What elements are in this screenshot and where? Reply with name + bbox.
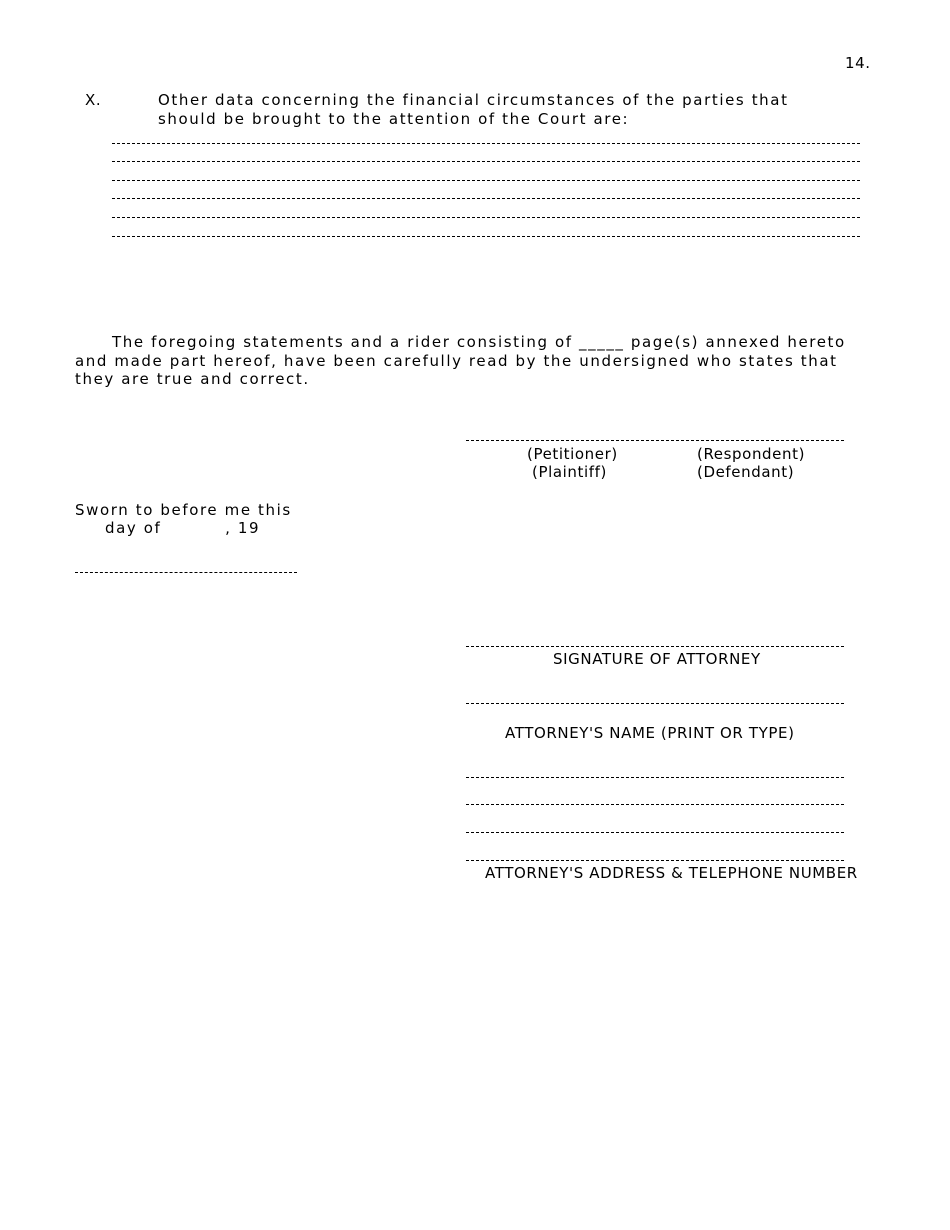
address-line[interactable]: [466, 832, 844, 833]
fill-line[interactable]: [112, 217, 860, 218]
fill-line[interactable]: [112, 143, 860, 144]
section-text-line-2: should be brought to the attention of the Court are:: [158, 110, 630, 128]
address-line[interactable]: [466, 777, 844, 778]
address-line[interactable]: [466, 860, 844, 861]
section-text-line-1: Other data concerning the financial circumstances of the parties that: [158, 91, 789, 109]
attorney-name-line[interactable]: [466, 703, 844, 704]
plaintiff-label: (Plaintiff): [532, 463, 607, 481]
defendant-label: (Defendant): [697, 463, 795, 481]
sworn-line-2: day of , 19: [105, 519, 261, 537]
party-signature-line[interactable]: [466, 440, 844, 441]
address-line[interactable]: [466, 804, 844, 805]
statement-line-3: they are true and correct.: [75, 370, 310, 388]
signature-of-attorney-label: SIGNATURE OF ATTORNEY: [553, 650, 761, 668]
attorney-signature-line[interactable]: [466, 646, 844, 647]
page-number: 14.: [845, 54, 871, 72]
notary-signature-line[interactable]: [75, 572, 297, 573]
fill-line[interactable]: [112, 198, 860, 199]
statement-line-1: The foregoing statements and a rider consisting of _____ page(s) annexed hereto: [112, 333, 846, 351]
respondent-label: (Respondent): [697, 445, 806, 463]
petitioner-label: (Petitioner): [527, 445, 618, 463]
attorney-name-label: ATTORNEY'S NAME (PRINT OR TYPE): [505, 724, 795, 742]
sworn-line-1: Sworn to before me this: [75, 501, 292, 519]
attorney-address-label: ATTORNEY'S ADDRESS & TELEPHONE NUMBER: [485, 864, 858, 882]
fill-line[interactable]: [112, 161, 860, 162]
fill-line[interactable]: [112, 236, 860, 237]
fill-line[interactable]: [112, 180, 860, 181]
section-label: X.: [85, 91, 102, 109]
statement-line-2: and made part hereof, have been carefully read by the undersigned who states that: [75, 352, 838, 370]
